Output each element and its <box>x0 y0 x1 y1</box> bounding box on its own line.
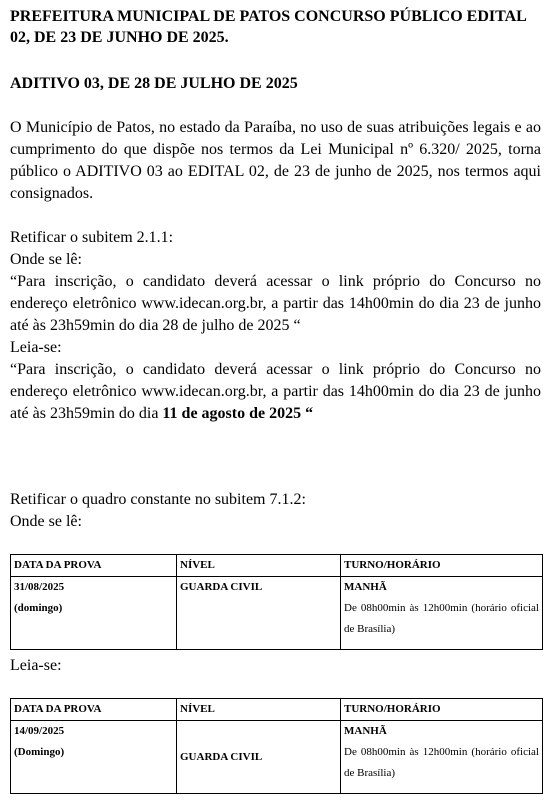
exam-turno: MANHÃ <box>344 725 387 737</box>
header-nivel: NÍVEL <box>177 699 341 721</box>
table-row <box>11 721 543 794</box>
table-header-row <box>11 555 543 577</box>
document-title: PREFEITURA MUNICIPAL DE PATOS CONCURSO PÚBLICO EDITAL 02, DE 23 DE JUNHO DE 2025. <box>10 8 526 46</box>
exam-horario: De 08h00min às 12h00min (horário oficial de Brasília) <box>344 602 539 635</box>
cell-turno <box>341 577 543 650</box>
header-turno-horario: TURNO/HORÁRIO <box>341 699 543 721</box>
section-subitem-2-1-1 <box>10 227 541 425</box>
exam-weekday: (Domingo) <box>14 746 65 758</box>
section1-onde-se-le: Onde se lê: <box>10 251 82 268</box>
section2-onde-se-le: Onde se lê: <box>10 513 82 530</box>
section-subitem-7-1-2 <box>10 489 541 533</box>
table-header-row <box>11 699 543 721</box>
header-nivel: NÍVEL <box>177 555 341 577</box>
section1-heading: Retificar o subitem 2.1.1: <box>10 229 174 246</box>
section2-leia-se: Leia-se: <box>10 657 62 674</box>
header-data-da-prova: DATA DA PROVA <box>11 555 177 577</box>
cell-nivel: GUARDA CIVIL <box>177 721 341 794</box>
header-data-da-prova: DATA DA PROVA <box>11 699 177 721</box>
exam-turno: MANHÃ <box>344 581 387 593</box>
header-turno-horario: TURNO/HORÁRIO <box>341 555 543 577</box>
exam-table-old <box>10 554 543 650</box>
cell-nivel: GUARDA CIVIL <box>177 577 341 650</box>
section1-new-text <box>10 359 541 425</box>
cell-turno <box>341 721 543 794</box>
exam-weekday: (domingo) <box>14 602 63 614</box>
exam-table-new <box>10 698 543 794</box>
aditivo-heading: ADITIVO 03, DE 28 DE JULHO DE 2025 <box>10 75 298 92</box>
section1-old-text: “Para inscrição, o candidato deverá acessar o link próprio do Concurso no endereço eletrônico www.idecan.org.br, a partir das 14h00min do dia 23 de junho até às 23h59min do dia 28 de julho de 2025 “ <box>10 273 541 334</box>
exam-date: 14/09/2025 <box>14 725 65 737</box>
intro-paragraph: O Município de Patos, no estado da Paraíba, no uso de suas atribuições legais e ao cumprimento do que dispõe nos termos da Lei Municipal nº 6.320/ 2025, torna público o ADITIVO 03 ao EDITAL 02, de 23 de junho de 2025, nos termos aqui consignados. <box>10 119 541 202</box>
exam-horario: De 08h00min às 12h00min (horário oficial de Brasília) <box>344 746 539 779</box>
exam-date: 31/08/2025 <box>14 581 65 593</box>
cell-date <box>11 577 177 650</box>
cell-date <box>11 721 177 794</box>
section1-new-date: 11 de agosto de 2025 “ <box>162 405 314 422</box>
table-row <box>11 577 543 650</box>
section1-new-text-prefix: “Para inscrição, o candidato deverá acessar o link próprio do Concurso no endereço eletrônico www.idecan.org.br, a partir das 14h00min do dia 23 de junho até às 23h59min do dia <box>10 361 541 422</box>
section2-heading: Retificar o quadro constante no subitem 7.1.2: <box>10 491 306 508</box>
section1-leia-se: Leia-se: <box>10 339 62 356</box>
